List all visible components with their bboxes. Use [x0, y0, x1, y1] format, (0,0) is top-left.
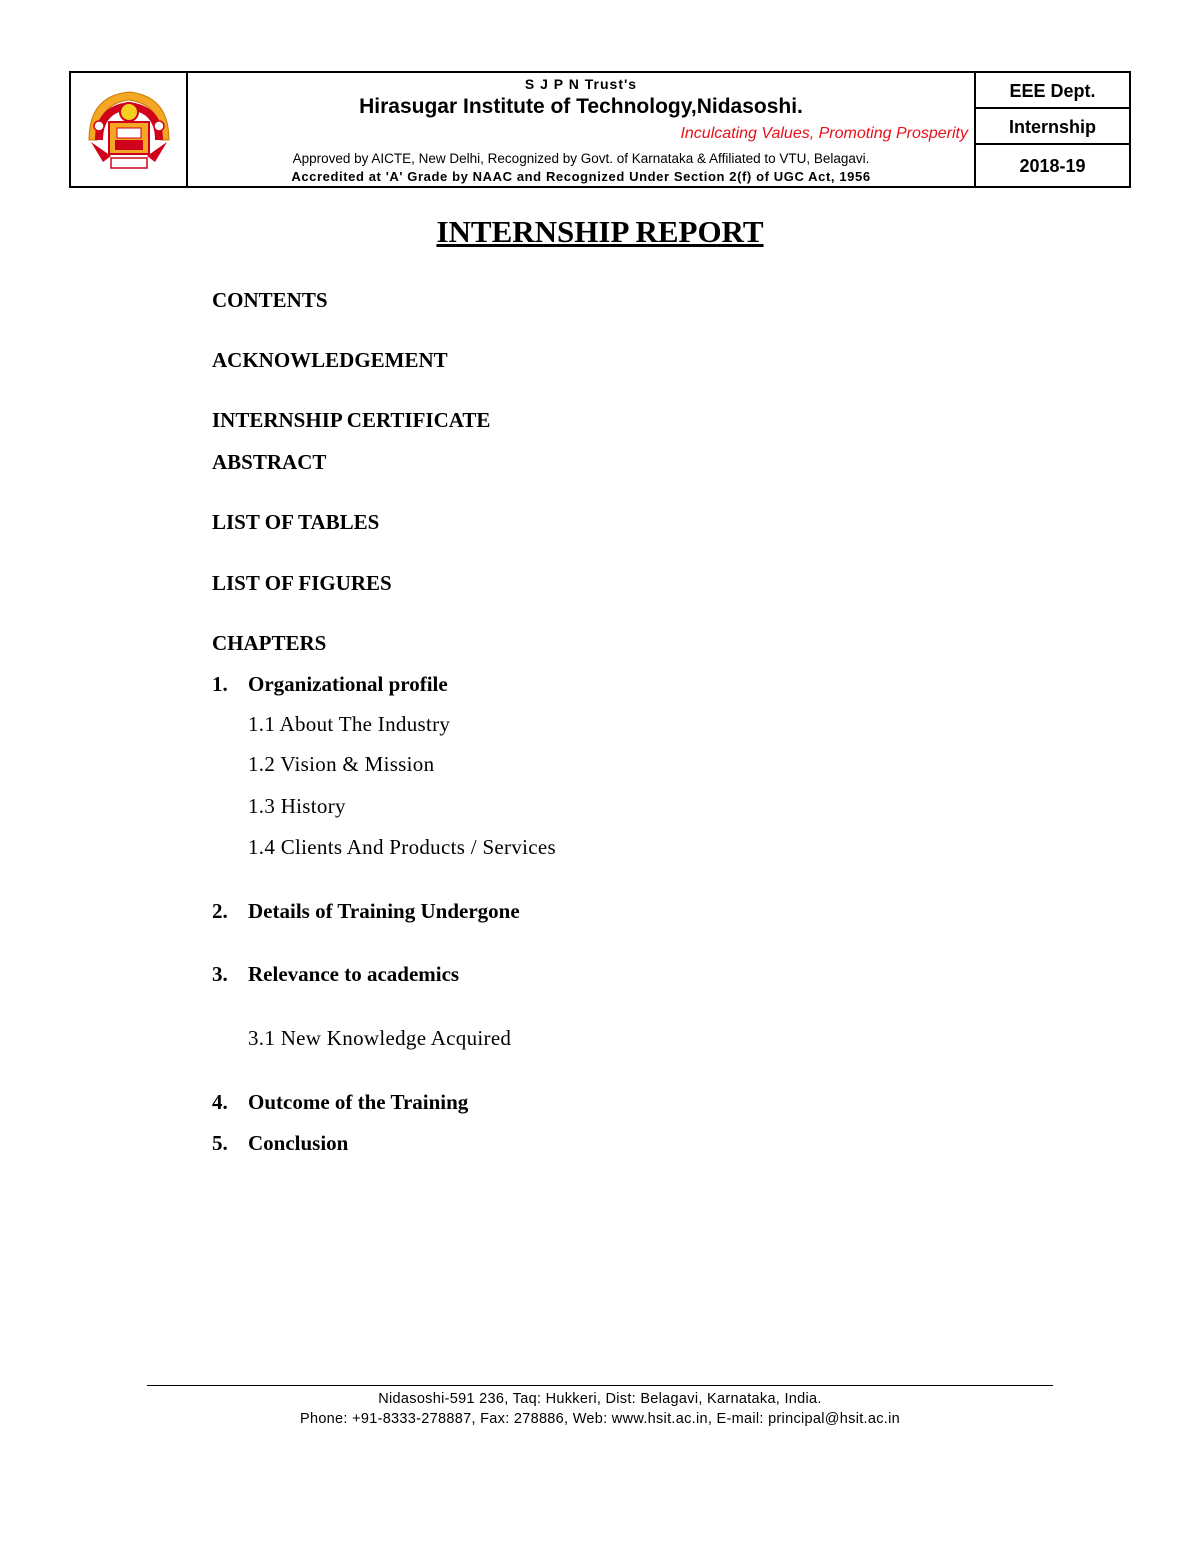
toc-chapter-5	[212, 1131, 348, 1156]
toc-certificate: INTERNSHIP CERTIFICATE	[212, 408, 491, 432]
approval-line: Approved by AICTE, New Delhi, Recognized by Govt. of Karnataka & Affiliated to VTU, Belagavi.	[292, 151, 870, 166]
institute-info	[188, 73, 976, 186]
letterhead	[69, 71, 1131, 188]
chapter-title: Outcome of the Training	[248, 1090, 469, 1114]
footer-address: Nidasoshi-591 236, Taq: Hukkeri, Dist: Belagavi, Karnataka, India.	[378, 1391, 822, 1407]
college-emblem-icon	[81, 82, 177, 178]
footer-divider	[147, 1385, 1053, 1386]
dept-label: EEE Dept.	[976, 73, 1129, 109]
toc-contents: CONTENTS	[212, 288, 328, 312]
category-label: Internship	[976, 109, 1129, 145]
accreditation-line: Accredited at 'A' Grade by NAAC and Recognized Under Section 2(f) of UGC Act, 1956	[291, 169, 871, 184]
chapter-title: Relevance to academics	[248, 962, 460, 986]
chapter-number: 5.	[212, 1131, 228, 1155]
toc-chapter-3	[212, 962, 459, 987]
chapter-number: 1.	[212, 672, 228, 696]
toc-chapter-2	[212, 899, 520, 924]
page-title: INTERNSHIP REPORT	[436, 214, 764, 249]
toc-chapter-1	[212, 672, 448, 697]
institute-motto: Inculcating Values, Promoting Prosperity	[680, 125, 968, 142]
chapter-title: Conclusion	[248, 1131, 349, 1155]
chapter-number: 4.	[212, 1090, 228, 1114]
institute-name: Hirasugar Institute of Technology,Nidasoshi.	[359, 95, 803, 118]
chapter-number: 3.	[212, 962, 228, 986]
toc-subitem: 1.2 Vision & Mission	[248, 752, 435, 776]
logo-cell	[71, 73, 188, 186]
chapter-title: Details of Training Undergone	[248, 899, 520, 923]
toc-acknowledgement: ACKNOWLEDGEMENT	[212, 348, 448, 372]
toc-list-tables: LIST OF TABLES	[212, 510, 380, 534]
toc-subitem: 1.4 Clients And Products / Services	[248, 835, 556, 859]
footer-contact: Phone: +91-8333-278887, Fax: 278886, Web: www.hsit.ac.in, E-mail: principal@hsit.ac.in	[299, 1411, 901, 1427]
toc-list-figures: LIST OF FIGURES	[212, 571, 392, 595]
toc-chapters: CHAPTERS	[212, 631, 327, 655]
toc-subitem: 1.1 About The Industry	[248, 712, 451, 736]
year-label: 2018-19	[1019, 156, 1086, 176]
trust-name: S J P N Trust's	[524, 76, 638, 92]
toc-chapter-4	[212, 1090, 468, 1115]
chapter-number: 2.	[212, 899, 228, 923]
toc-abstract: ABSTRACT	[212, 450, 327, 474]
header-meta	[976, 73, 1129, 186]
chapter-title: Organizational profile	[248, 672, 448, 696]
toc-subitem: 3.1 New Knowledge Acquired	[248, 1026, 512, 1050]
toc-subitem: 1.3 History	[248, 794, 346, 818]
